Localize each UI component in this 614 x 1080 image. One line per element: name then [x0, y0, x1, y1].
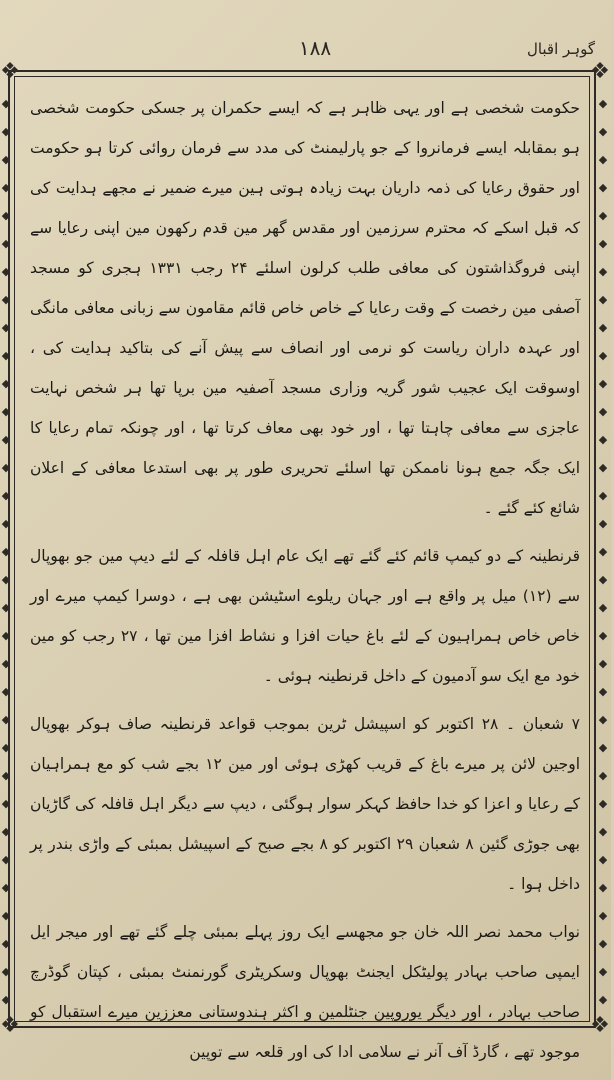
paragraph-quarantine-camps: قرنطینہ کے دو کیمپ قائم کئے گئے تھے ایک عام اہل قافلہ کے لئے دیپ مین جو بھوپال سے (۱۲) میل پر واقع ہے اور جہان ریلوے اسٹیشن بھی ہے ، دوسرا کیمپ میرے اور خاص خاص ہمراہیون کے لئے باغ حیات افزا و نشاط افزا مین تھا ، ۲۷ رجب کو مین خود مع ایک سو آدمیون کے داخل قرنطینہ ہوئی ۔ — [30, 547, 581, 685]
main-text-block — [30, 88, 581, 1061]
border-chain-ornament-icon: ◆ ◆ ◆ ◆ ◆ ◆ ◆ ◆ ◆ ◆ ◆ ◆ ◆ ◆ ◆ ◆ ◆ ◆ ◆ ◆ ◆ ◆ ◆ ◆ ◆ ◆ ◆ ◆ ◆ ◆ ◆ ◆ ◆ — [1, 97, 11, 1006]
paragraph-departure-train: ۷ شعبان ۔ ۲۸ اکتوبر کو اسپیشل ٹرین بموجب قواعد قرنطینہ صاف ہوکر بھوپال اوجین لائن پر میرے باغ کے قریب کھڑی ہوئی اور مین ۱۲ بجے شب کو مع ہمراہیان کے رعایا و اعزا کو خدا حافظ کہکر سوار ہوگئی ، دیپ سے دیگر اہل قافلہ کی گاڑیان بھی جوڑی گئین ۸ شعبان ۲۹ اکتوبر کو ۸ بجے صبح کے اسپیشل بمبئی کے واڑی بندر پر داخل ہوا ۔ — [30, 715, 581, 893]
border-chain-ornament-icon: ◆ ◆ ◆ ◆ ◆ ◆ ◆ ◆ ◆ ◆ ◆ ◆ ◆ ◆ ◆ ◆ ◆ ◆ ◆ ◆ ◆ ◆ ◆ ◆ ◆ ◆ ◆ ◆ ◆ ◆ ◆ ◆ ◆ — [598, 97, 608, 1006]
corner-ornament-icon: ❖ — [590, 1013, 610, 1038]
corner-ornament-icon: ❖ — [0, 1013, 20, 1038]
paragraph-royal-apology: حکومت شخصی ہے اور یہی ظاہر ہے کہ ایسے حکمران پر جسکی حکومت شخصی ہو بمقابلہ ایسے فرمانروا کے جو پارلیمنٹ کی مدد سے فرمان روائی کرتا ہو حکومت اور حقوق رعایا کی ذمہ داریان بہت زیادہ ہوتی ہین میرے ضمیر نے مجھے ہدایت کی کہ قبل اسکے کہ محترم سرزمین اور مقدس گھر مین قدم رکھون مین اپنی رعایا سے اپنی فروگذاشتون کی معافی طلب کرلون اسلئے ۲۴ رجب ۱۳۳۱ ہجری کو مسجد آصفی مین رخصت کے وقت رعایا کے خاص خاص قائم مقامون سے زبانی معافی مانگی اور عہدہ داران ریاست کو نرمی اور انصاف سے پیش آنے کی بتاکید ہدایت کی ، اوسوقت ایک عجیب شور گریہ وزاری مسجد آصفیہ مین برپا تھا ہر شخص نہایت عاجزی سے معافی چاہتا تھا ، اور خود بھی معاف کرتا تھا ، اور چونکہ تمام رعایا کا ایک جگہ جمع ہونا ناممکن تھا اسلئے تحریری طور پر بھی استدعا معافی کے اعلان شائع کئے گئے ۔ — [30, 99, 580, 517]
page-number: ۱۸۸ — [298, 36, 332, 60]
corner-ornament-icon: ❖ — [590, 59, 610, 84]
paragraph-bombay-reception: نواب محمد نصر اللہ خان جو مجھسے ایک روز پہلے بمبئی چلے گئے تھے اور میجر ایل ایمپی صاحب بہادر پولیٹکل ایجنٹ بھوپال وسکریٹری گورنمنٹ بمبئی ، کپتان گوڈرچ صاحب بہادر ، اور دیگر یوروپین جنٹلمین و اکثر ہندوستانی معززین میرے استقبال کو موجود تھے ، گارڈ آف آنر نے سلامی ادا کی اور قلعہ سے توپین — [30, 923, 580, 1061]
corner-ornament-icon: ❖ — [0, 59, 20, 84]
running-header-title: گوہر اقبال — [526, 40, 595, 58]
